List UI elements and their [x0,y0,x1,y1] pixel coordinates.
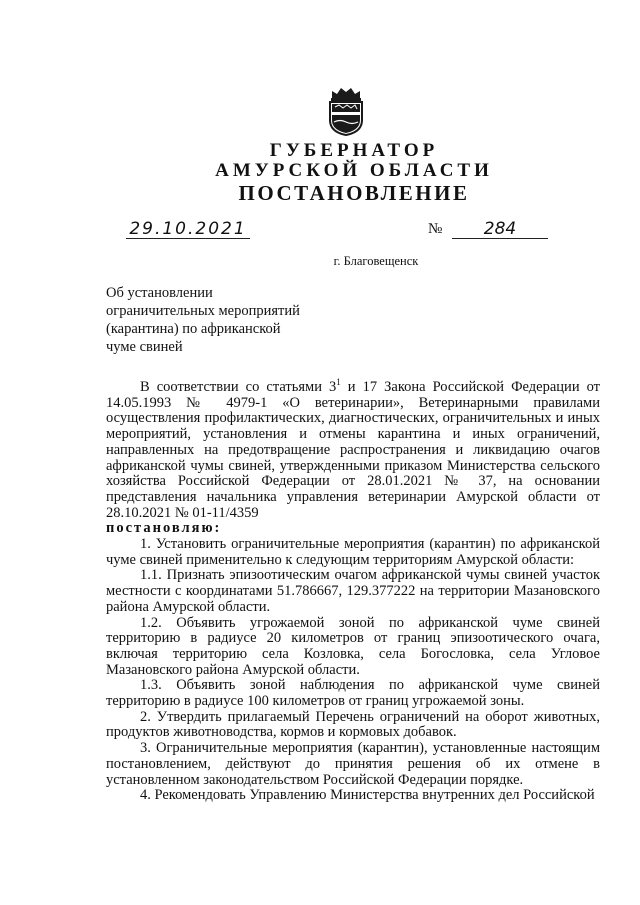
subject-line: (карантина) по африканской [106,321,281,337]
clause-1: 1. Установить ограничительные мероприятия (карантин) по африканской чуме свиней применительно к следующим территориям Амурской области: [106,536,600,568]
document-subject [106,284,326,356]
clause-1-1: 1.1. Признать эпизоотическим очагом африканской чумы свиней участок местности с координатами 51.786667, 129.377222 на территории Мазановского района Амурской области. [106,567,600,615]
preamble-part2: и 17 Закона Российской Федерации от 14.05.1993 № 4979-1 «О ветеринарии», Ветеринарными правилами осуществления профилактических, диагностических, ограничительных и иных мероприятий, установления и отмены карантина и иных ограничений, направленных на предотвращение распространения и ликвидацию очагов африканской чумы свиней, утвержденными приказом Министерства сельского хозяйства Российской Федерации от 28.01.2021 № 37, на основании представления начальника управления ветеринарии Амурской области от 28.10.2021 № 01-11/4359 [106,379,601,521]
number-label: № [428,221,443,237]
preamble-part1: В соответствии со статьями 3 [140,379,337,395]
clause-3: 3. Ограничительные мероприятия (карантин), установленные настоящим постановлением, действуют до принятия решения об их отмене в установленном законодательством Российской Федерации порядке. [106,740,600,788]
article-superscript: 1 [336,377,341,388]
clause-1-3: 1.3. Объявить зоной наблюдения по африканской чуме свиней территорию в радиусе 100 километров от границ угрожаемой зоны. [106,677,600,710]
issuer-region: АМУРСКОЙ ОБЛАСТИ [215,160,493,181]
subject-line: чуме свиней [106,339,183,355]
document-body [106,377,601,804]
document-number: 284 [452,220,548,239]
preamble [106,377,601,521]
clause-4: 4. Рекомендовать Управлению Министерства внутренних дел Российской [140,787,595,804]
document-type: ПОСТАНОВЛЕНИЕ [238,181,470,205]
clause-1-2: 1.2. Объявить угрожаемой зоной по африканской чуме свиней территорию в радиусе 20 километров от границ эпизоотического очага, включая территорию села Козловка, села Богословка, села Угловое Мазановского района Амурской области. [106,614,600,678]
subject-line: Об установлении [106,285,213,301]
decree-word: постановляю: [106,520,222,537]
issuer-title: ГУБЕРНАТОР [269,140,439,161]
subject-line: ограничительных мероприятий [106,303,300,319]
clause-2: 2. Утвердить прилагаемый Перечень ограничений на оборот животных, продуктов животноводства, кормов и кормовых добавок. [106,708,600,741]
coat-of-arms-icon [323,86,369,136]
document-date: 29.10.2021 [126,220,250,239]
city: г. Благовещенск [333,254,419,268]
